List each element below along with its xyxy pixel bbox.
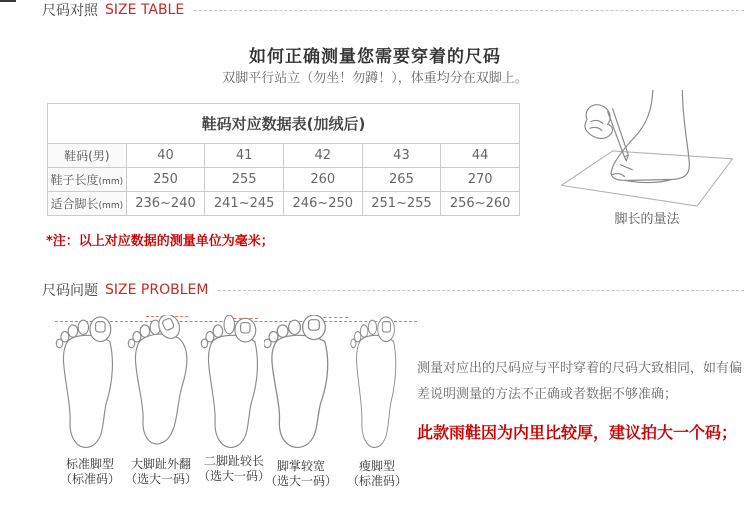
table-cell: 260 — [283, 168, 362, 192]
section-heading-en: SIZE TABLE — [105, 2, 185, 18]
row-label — [48, 144, 127, 168]
foot-advice: （选大一码） — [197, 469, 270, 483]
foot-illustration-bunion — [124, 315, 198, 455]
size-table — [47, 103, 520, 216]
table-cell: 256~260 — [441, 192, 520, 216]
table-cell: 41 — [205, 144, 284, 168]
table-cell: 241~245 — [205, 192, 284, 216]
foot-type: 瘦脚型 — [358, 459, 395, 473]
foot-type: 大脚趾外翻 — [130, 457, 191, 471]
row-label-text: 鞋子长度 — [50, 173, 99, 187]
row-label — [48, 168, 127, 192]
unit-note: *注：以上对应数据的测量单位为毫米； — [46, 234, 274, 249]
measurement-description: 测量对应出的尺码应与平时穿着的尺码大致相同，如有偏差说明测量的方法不正确或者数据不够准确； — [417, 361, 743, 402]
foot-advice: （标准码） — [346, 474, 407, 488]
table-cell: 270 — [441, 168, 520, 192]
row-label-unit: (mm) — [98, 177, 124, 187]
table-cell: 250 — [126, 168, 205, 192]
row-label-text: 适合脚长 — [50, 197, 99, 211]
table-cell: 251~255 — [362, 192, 441, 216]
foot-illustration-standard — [52, 315, 126, 455]
section-header-size-table — [42, 0, 744, 20]
size-up-recommendation: 此款雨鞋因为内里比较厚，建议拍大一个码； — [417, 423, 738, 442]
table-cell: 42 — [283, 144, 362, 168]
table-row — [48, 144, 520, 168]
foot-measuring-illustration — [552, 90, 742, 208]
foot-advice: （选大一码） — [124, 472, 197, 486]
foot-illustration-wide — [264, 315, 338, 455]
dashed-divider — [194, 10, 744, 11]
table-cell: 40 — [126, 144, 205, 168]
foot-type: 二脚趾较长 — [203, 454, 264, 468]
foot-type: 脚掌较宽 — [276, 459, 325, 473]
section-header-size-problem — [42, 280, 744, 300]
table-cell: 246~250 — [283, 192, 362, 216]
section-heading-en: SIZE PROBLEM — [105, 282, 209, 298]
page-subtitle: 双脚平行站立（勿坐！勿蹲！），体重均分在双脚上。 — [222, 71, 528, 86]
foot-illustration-narrow — [340, 315, 414, 455]
table-cell: 44 — [441, 144, 520, 168]
table-row — [48, 192, 520, 216]
foot-label — [329, 459, 425, 489]
section-heading-zh: 尺码对照 — [42, 3, 98, 19]
foot-advice: （标准码） — [59, 472, 120, 486]
section-heading-zh: 尺码问题 — [42, 283, 98, 299]
table-cell: 43 — [362, 144, 441, 168]
row-label-text: 鞋码(男) — [64, 149, 110, 163]
table-title-row — [48, 104, 520, 144]
row-label-unit: (mm) — [98, 201, 124, 211]
foot-advice: （选大一码） — [264, 474, 337, 488]
illustration-caption: 脚长的量法 — [614, 212, 680, 227]
table-cell: 265 — [362, 168, 441, 192]
table-row — [48, 168, 520, 192]
foot-type: 标准脚型 — [65, 457, 114, 471]
page-title: 如何正确测量您需要穿着的尺码 — [249, 47, 501, 67]
size-table-title: 鞋码对应数据表(加绒后) — [48, 104, 520, 144]
foot-illustration-long-second-toe — [197, 315, 271, 455]
table-cell: 236~240 — [126, 192, 205, 216]
dashed-divider — [218, 290, 744, 291]
row-label — [48, 192, 127, 216]
top-divider — [0, 0, 16, 2]
table-cell: 255 — [205, 168, 284, 192]
